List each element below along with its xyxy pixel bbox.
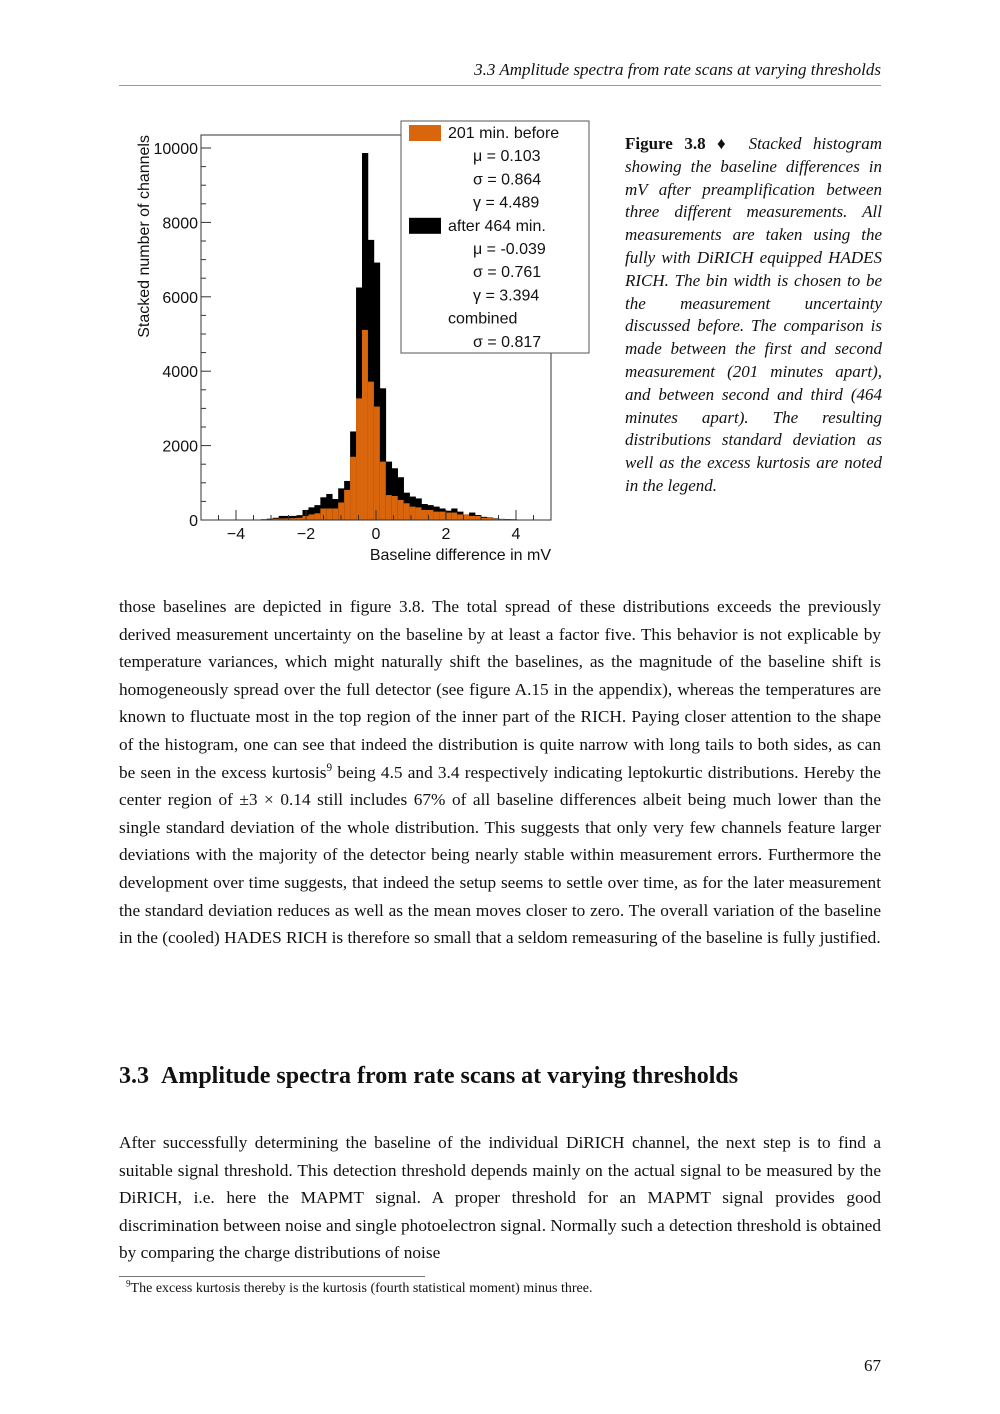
bar-201-min-before (457, 514, 463, 520)
legend-entry: γ = 3.394 (473, 287, 540, 305)
footnote-divider (119, 1276, 425, 1277)
paragraph-2-text: After successfully determining the baseline of the individual DiRICH channel, the next step is to find a suitable signal threshold. This detection threshold depends mainly on the actual signal to be measured by the DiRICH, i.e. here the MAPMT signal. A proper threshold for an MAPMT signal provides good discrimination between noise and single photoelectron signal. Normally such a detection threshold is obtained by comparing the charge distributions of noise (119, 1133, 881, 1263)
legend-entry: σ = 0.864 (473, 171, 542, 189)
bar-201-min-before (422, 510, 428, 520)
bar-201-min-before (356, 398, 362, 520)
figure-caption (625, 133, 882, 498)
paragraph-1-continued: being 4.5 and 3.4 respectively indicating leptokurtic distributions. Hereby the center region of ±3 × 0.14 still includes 67% of all baseline differences albeit being much lower than the single standard deviation of the whole distribution. This suggests that only very few channels feature larger deviations with the majority of the detector being nearly stable within measurement errors. Furthermore the development over time suggests, that indeed the setup seems to settle over time, as for the later measurement the standard deviation reduces as well as the mean moves closer to zero. The overall variation of the baseline in the (cooled) HADES RICH is therefore so small that a seldom remeasuring of the baseline is fully justified. (119, 762, 881, 948)
legend-entry: after 464 min. (448, 217, 546, 235)
bar-201-min-before (380, 462, 386, 520)
bar-201-min-before (344, 490, 350, 520)
legend-swatch (409, 218, 441, 234)
legend-entry: 201 min. before (448, 125, 560, 142)
section-number: 3.3 (119, 1063, 149, 1089)
legend-entry: σ = 0.817 (473, 333, 542, 351)
body-paragraph-1 (119, 593, 881, 952)
bar-201-min-before (451, 513, 457, 520)
bar-201-min-before (326, 508, 332, 520)
y-axis-title: Stacked number of channels (136, 135, 153, 338)
bar-201-min-before (475, 516, 481, 520)
bar-201-min-before (469, 516, 475, 520)
bar-201-min-before (439, 512, 445, 520)
bar-201-min-before (314, 513, 320, 520)
bar-201-min-before (350, 457, 356, 520)
legend-entry: combined (448, 310, 518, 328)
x-tick-label: 2 (441, 526, 451, 543)
bar-201-min-before (416, 507, 422, 520)
legend-entry: σ = 0.761 (473, 264, 542, 282)
bar-201-min-before (386, 495, 392, 520)
running-header-title: 3.3 Amplitude spectra from rate scans at varying thresholds (474, 60, 881, 79)
x-axis-title: Baseline difference in mV (369, 547, 551, 564)
legend-swatch (409, 125, 441, 141)
bar-201-min-before (463, 514, 469, 520)
body-paragraph-2 (119, 1129, 881, 1267)
bar-201-min-before (392, 496, 398, 520)
bar-201-min-before (368, 382, 374, 520)
figure-caption-text: Stacked histogram showing the baseline differences in mV after preamplification between three different measurements. All measurements are taken using the fully with DiRICH equipped HADES RICH. The bin width is chosen to be the measurement uncertainty discussed before. The comparison is made between the first and second measurement (201 minutes apart), and between second and third (464 minutes apart). The resulting distributions standard deviation as well as the excess kurtosis are noted in the legend. (625, 134, 882, 495)
section-heading (119, 1060, 881, 1092)
diamond-icon: ♦ (709, 134, 733, 153)
y-tick-label: 10000 (153, 141, 198, 158)
paragraph-1-text: those baselines are depicted in figure 3.8. The total spread of these distributions exceeds the previously derived measurement uncertainty on the baseline by at least a factor five. This behavior is not explicable by temperature variances, which might naturally shift the baselines, as the magnitude of the baseline shift is homogeneously spread over the full detector (see figure A.15 in the appendix), whereas the temperatures are known to fluctuate most in the top region of the inner part of the RICH. Paying closer attention to the shape of the histogram, one can see that indeed the distribution is quite narrow with long tails to both sides, as can be seen in the excess kurtosis (119, 597, 881, 782)
x-tick-label: −4 (226, 526, 246, 543)
footnote-reference[interactable]: 9 (326, 761, 333, 774)
stacked-histogram-chart (119, 110, 609, 570)
bar-201-min-before (433, 512, 439, 520)
section-title: Amplitude spectra from rate scans at varying thresholds (161, 1063, 739, 1089)
footnote-mark: 9 (126, 1278, 131, 1289)
footnote-text: The excess kurtosis thereby is the kurtosis (fourth statistical moment) minus three. (130, 1281, 593, 1296)
y-tick-label: 2000 (162, 438, 198, 456)
y-tick-label: 8000 (162, 215, 198, 233)
figure-3-8 (119, 110, 609, 570)
running-header (119, 58, 881, 86)
bar-201-min-before (404, 503, 410, 520)
bar-201-min-before (374, 407, 380, 520)
x-tick-label: 0 (371, 526, 381, 543)
x-tick-label: 4 (511, 526, 521, 543)
bar-201-min-before (332, 508, 338, 520)
page-number: 67 (864, 1356, 881, 1375)
x-tick-label: −2 (296, 526, 316, 543)
figure-label: Figure 3.8 (625, 134, 706, 153)
legend-entry: γ = 4.489 (473, 194, 540, 212)
bar-201-min-before (308, 514, 314, 520)
legend-entry: μ = 0.103 (473, 148, 541, 166)
footnote (126, 1280, 876, 1298)
y-tick-label: 0 (189, 513, 198, 530)
legend-entry: μ = -0.039 (473, 241, 546, 258)
y-tick-label: 4000 (162, 364, 198, 382)
y-tick-label: 6000 (162, 289, 198, 307)
bar-201-min-before (398, 500, 404, 520)
bar-201-min-before (362, 330, 368, 520)
